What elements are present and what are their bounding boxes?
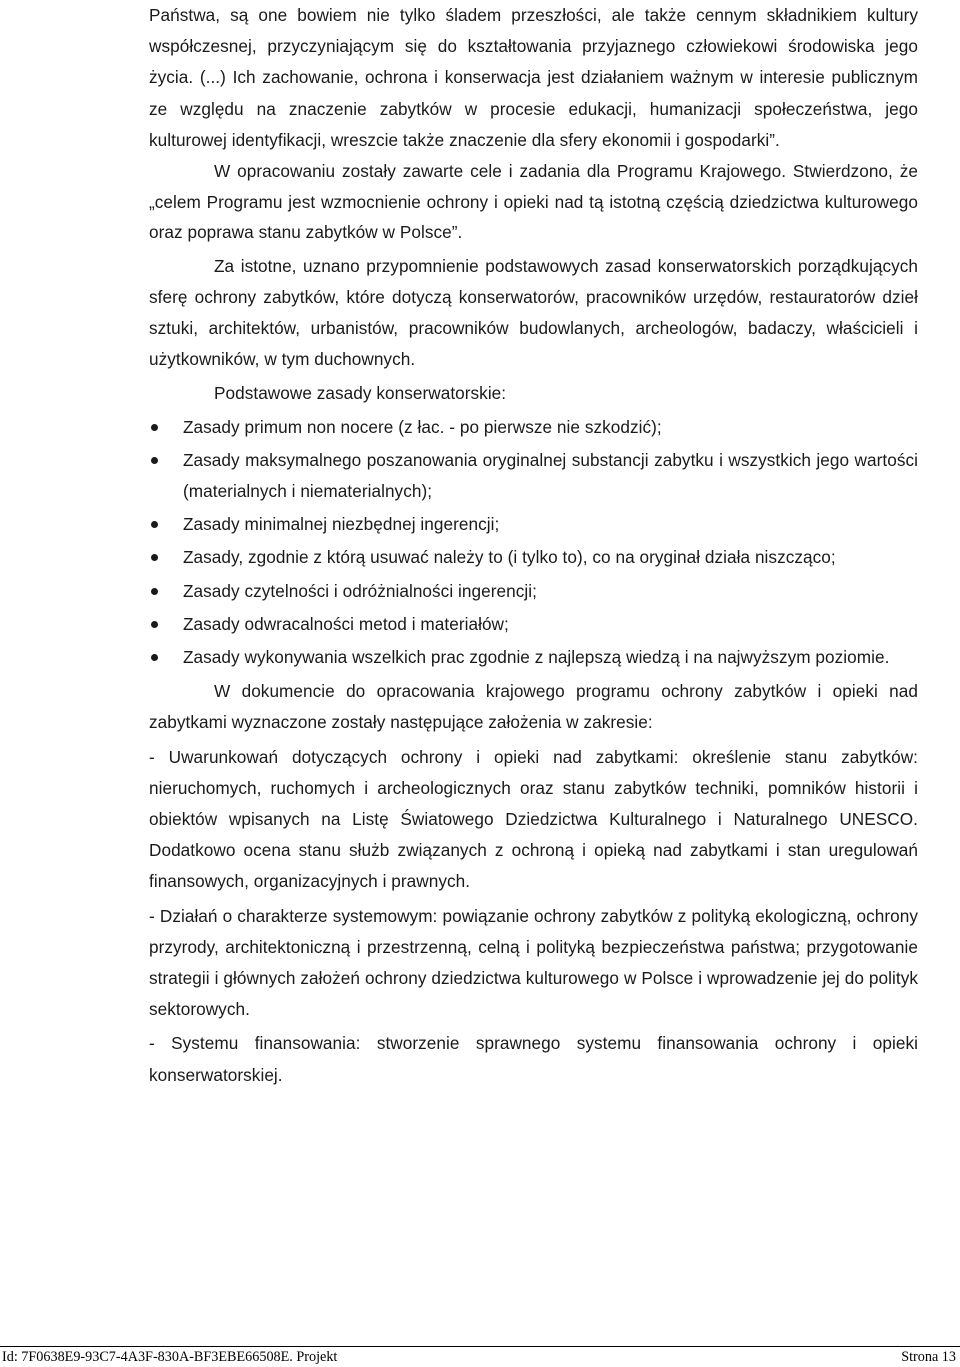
principles-list	[149, 412, 918, 674]
list-item: Zasady minimalnej niezbędnej ingerencji;	[149, 509, 918, 540]
bullet-icon	[151, 588, 158, 595]
list-item: Zasady odwracalności metod i materiałów;	[149, 609, 918, 640]
list-item: Zasady primum non nocere (z łac. - po pierwsze nie szkodzić);	[149, 412, 918, 443]
page-number: Strona 13	[901, 1349, 956, 1365]
bullet-icon	[151, 621, 158, 628]
paragraph-financing: - Systemu finansowania: stworzenie sprawnego systemu finansowania ochrony i opieki konserwatorskiej.	[149, 1033, 918, 1085]
document-id: Id: 7F0638E9-93C7-4A3F-830A-BF3EBE66508E. Projekt	[2, 1349, 338, 1365]
paragraph-assumptions: W dokumencie do opracowania krajowego programu ochrony zabytków i opieki nad zabytkami wyznaczone zostały następujące założenia w zakresie:	[149, 681, 918, 733]
bullet-icon	[151, 424, 158, 431]
principles-heading: Podstawowe zasady konserwatorskie:	[214, 383, 507, 404]
paragraph-intro: Państwa, są one bowiem nie tylko śladem przeszłości, ale także cennym składnikiem kultury współczesnej, przyczyniającym się do kształtowania przyjaznego człowiekowi środowiska jego życia. (...) Ich zachowanie, ochrona i konserwacja jest działaniem ważnym w interesie publicznym ze względu na znaczenie zabytków w procesie edukacji, humanizacji społeczeństwa, jego kulturowej identyfikacji, wreszcie także znaczenie dla sfery ekonomii i gospodarki”.	[149, 5, 918, 150]
bullet-icon	[151, 457, 158, 464]
paragraph-program-goals: W opracowaniu zostały zawarte cele i zadania dla Programu Krajowego. Stwierdzono, że „celem Programu jest wzmocnienie ochrony i opieki nad tą istotną częścią dziedzictwa kulturowego oraz poprawa stanu zabytków w Polsce”.	[149, 161, 918, 243]
list-item: Zasady czytelności i odróżnialności ingerencji;	[149, 576, 918, 607]
paragraph-principles-intro: Za istotne, uznano przypomnienie podstawowych zasad konserwatorskich porządkujących sferę ochrony zabytków, które dotyczą konserwatorów, pracowników urzędów, restauratorów dzieł sztuki, architektów, urbanistów, pracowników budowlanych, archeologów, badaczy, właścicieli i użytkowników, w tym duchownych.	[149, 255, 918, 370]
paragraph-systemic-actions: - Działań o charakterze systemowym: powiązanie ochrony zabytków z polityką ekologiczną, ochrony przyrody, architektoniczną i przestrzenną, celną i polityką bezpieczeństwa państwa; przygotowanie strategii i głównych założeń ochrony dziedzictwa kulturowego w Polsce i wprowadzenie jej do polityk sektorowych.	[149, 905, 918, 1020]
paragraph-conditions: - Uwarunkowań dotyczących ochrony i opieki nad zabytkami: określenie stanu zabytków: nieruchomych, ruchomych i archeologicznych oraz stanu zabytków techniki, pomników historii i obiektów wpisanych na Listę Światowego Dziedzictwa Kulturalnego i Naturalnego UNESCO. Dodatkowo ocena stanu służb związanych z ochroną i opieką nad zabytkami i stan uregulowań finansowych, organizacyjnych i prawnych.	[149, 746, 918, 892]
bullet-icon	[151, 654, 158, 661]
bullet-icon	[151, 521, 158, 528]
page-footer	[0, 1346, 960, 1367]
bullet-icon	[151, 554, 158, 561]
list-item: Zasady maksymalnego poszanowania oryginalnej substancji zabytku i wszystkich jego wartości (materialnych i niematerialnych);	[149, 445, 918, 507]
document-body	[149, 0, 918, 1091]
list-item: Zasady wykonywania wszelkich prac zgodnie z najlepszą wiedzą i na najwyższym poziomie.	[149, 642, 918, 673]
list-item: Zasady, zgodnie z którą usuwać należy to (i tylko to), co na oryginał działa niszcząco;	[149, 542, 918, 573]
